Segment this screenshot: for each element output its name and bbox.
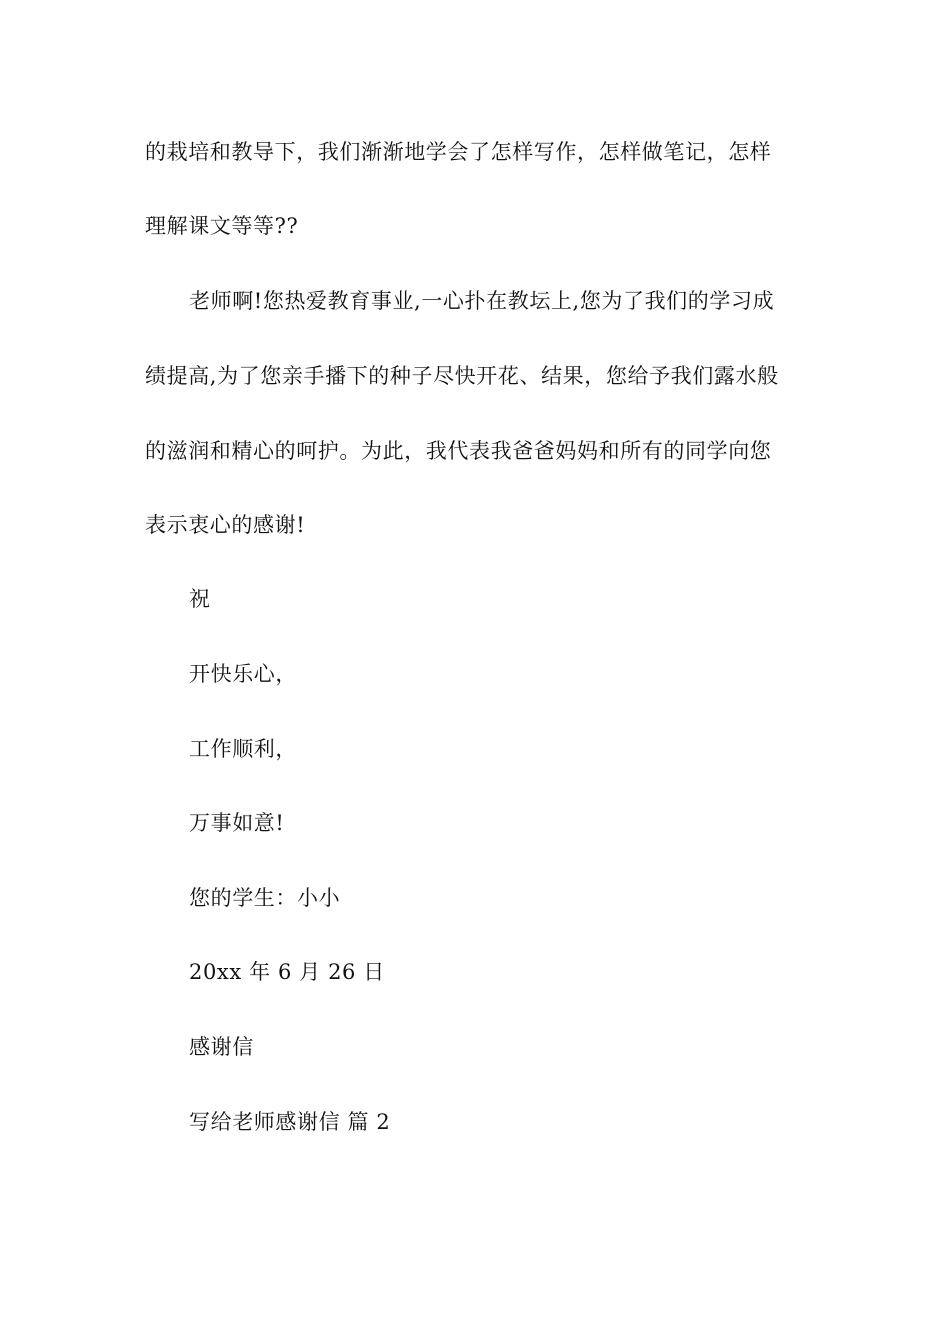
letter-label: 感谢信 bbox=[189, 1035, 254, 1059]
signature: 您的学生：小小 bbox=[189, 886, 341, 910]
paragraph-1-line-2: 理解课文等等?? bbox=[145, 214, 299, 238]
paragraph-2-line-1: 老师啊!您热爱教育事业,一心扑在教坛上,您为了我们的学习成 bbox=[189, 289, 775, 313]
closing-wish: 祝 bbox=[189, 587, 211, 611]
paragraph-1-line-1: 的栽培和教导下，我们渐渐地学会了怎样写作，怎样做笔记，怎样 bbox=[145, 140, 772, 164]
closing-line-1: 开快乐心， bbox=[189, 662, 297, 686]
section-heading: 写给老师感谢信 篇 2 bbox=[189, 1110, 391, 1134]
closing-line-3: 万事如意! bbox=[189, 811, 285, 835]
date: 20xx 年 6 月 26 日 bbox=[189, 960, 385, 984]
paragraph-2-line-2: 绩提高,为了您亲手播下的种子尽快开花、结果，您给予我们露水般 bbox=[145, 364, 779, 388]
closing-line-2: 工作顺利， bbox=[189, 737, 297, 761]
paragraph-2-line-3: 的滋润和精心的呵护。为此，我代表我爸爸妈妈和所有的同学向您 bbox=[145, 439, 772, 463]
paragraph-2-line-4: 表示衷心的感谢! bbox=[145, 513, 306, 537]
